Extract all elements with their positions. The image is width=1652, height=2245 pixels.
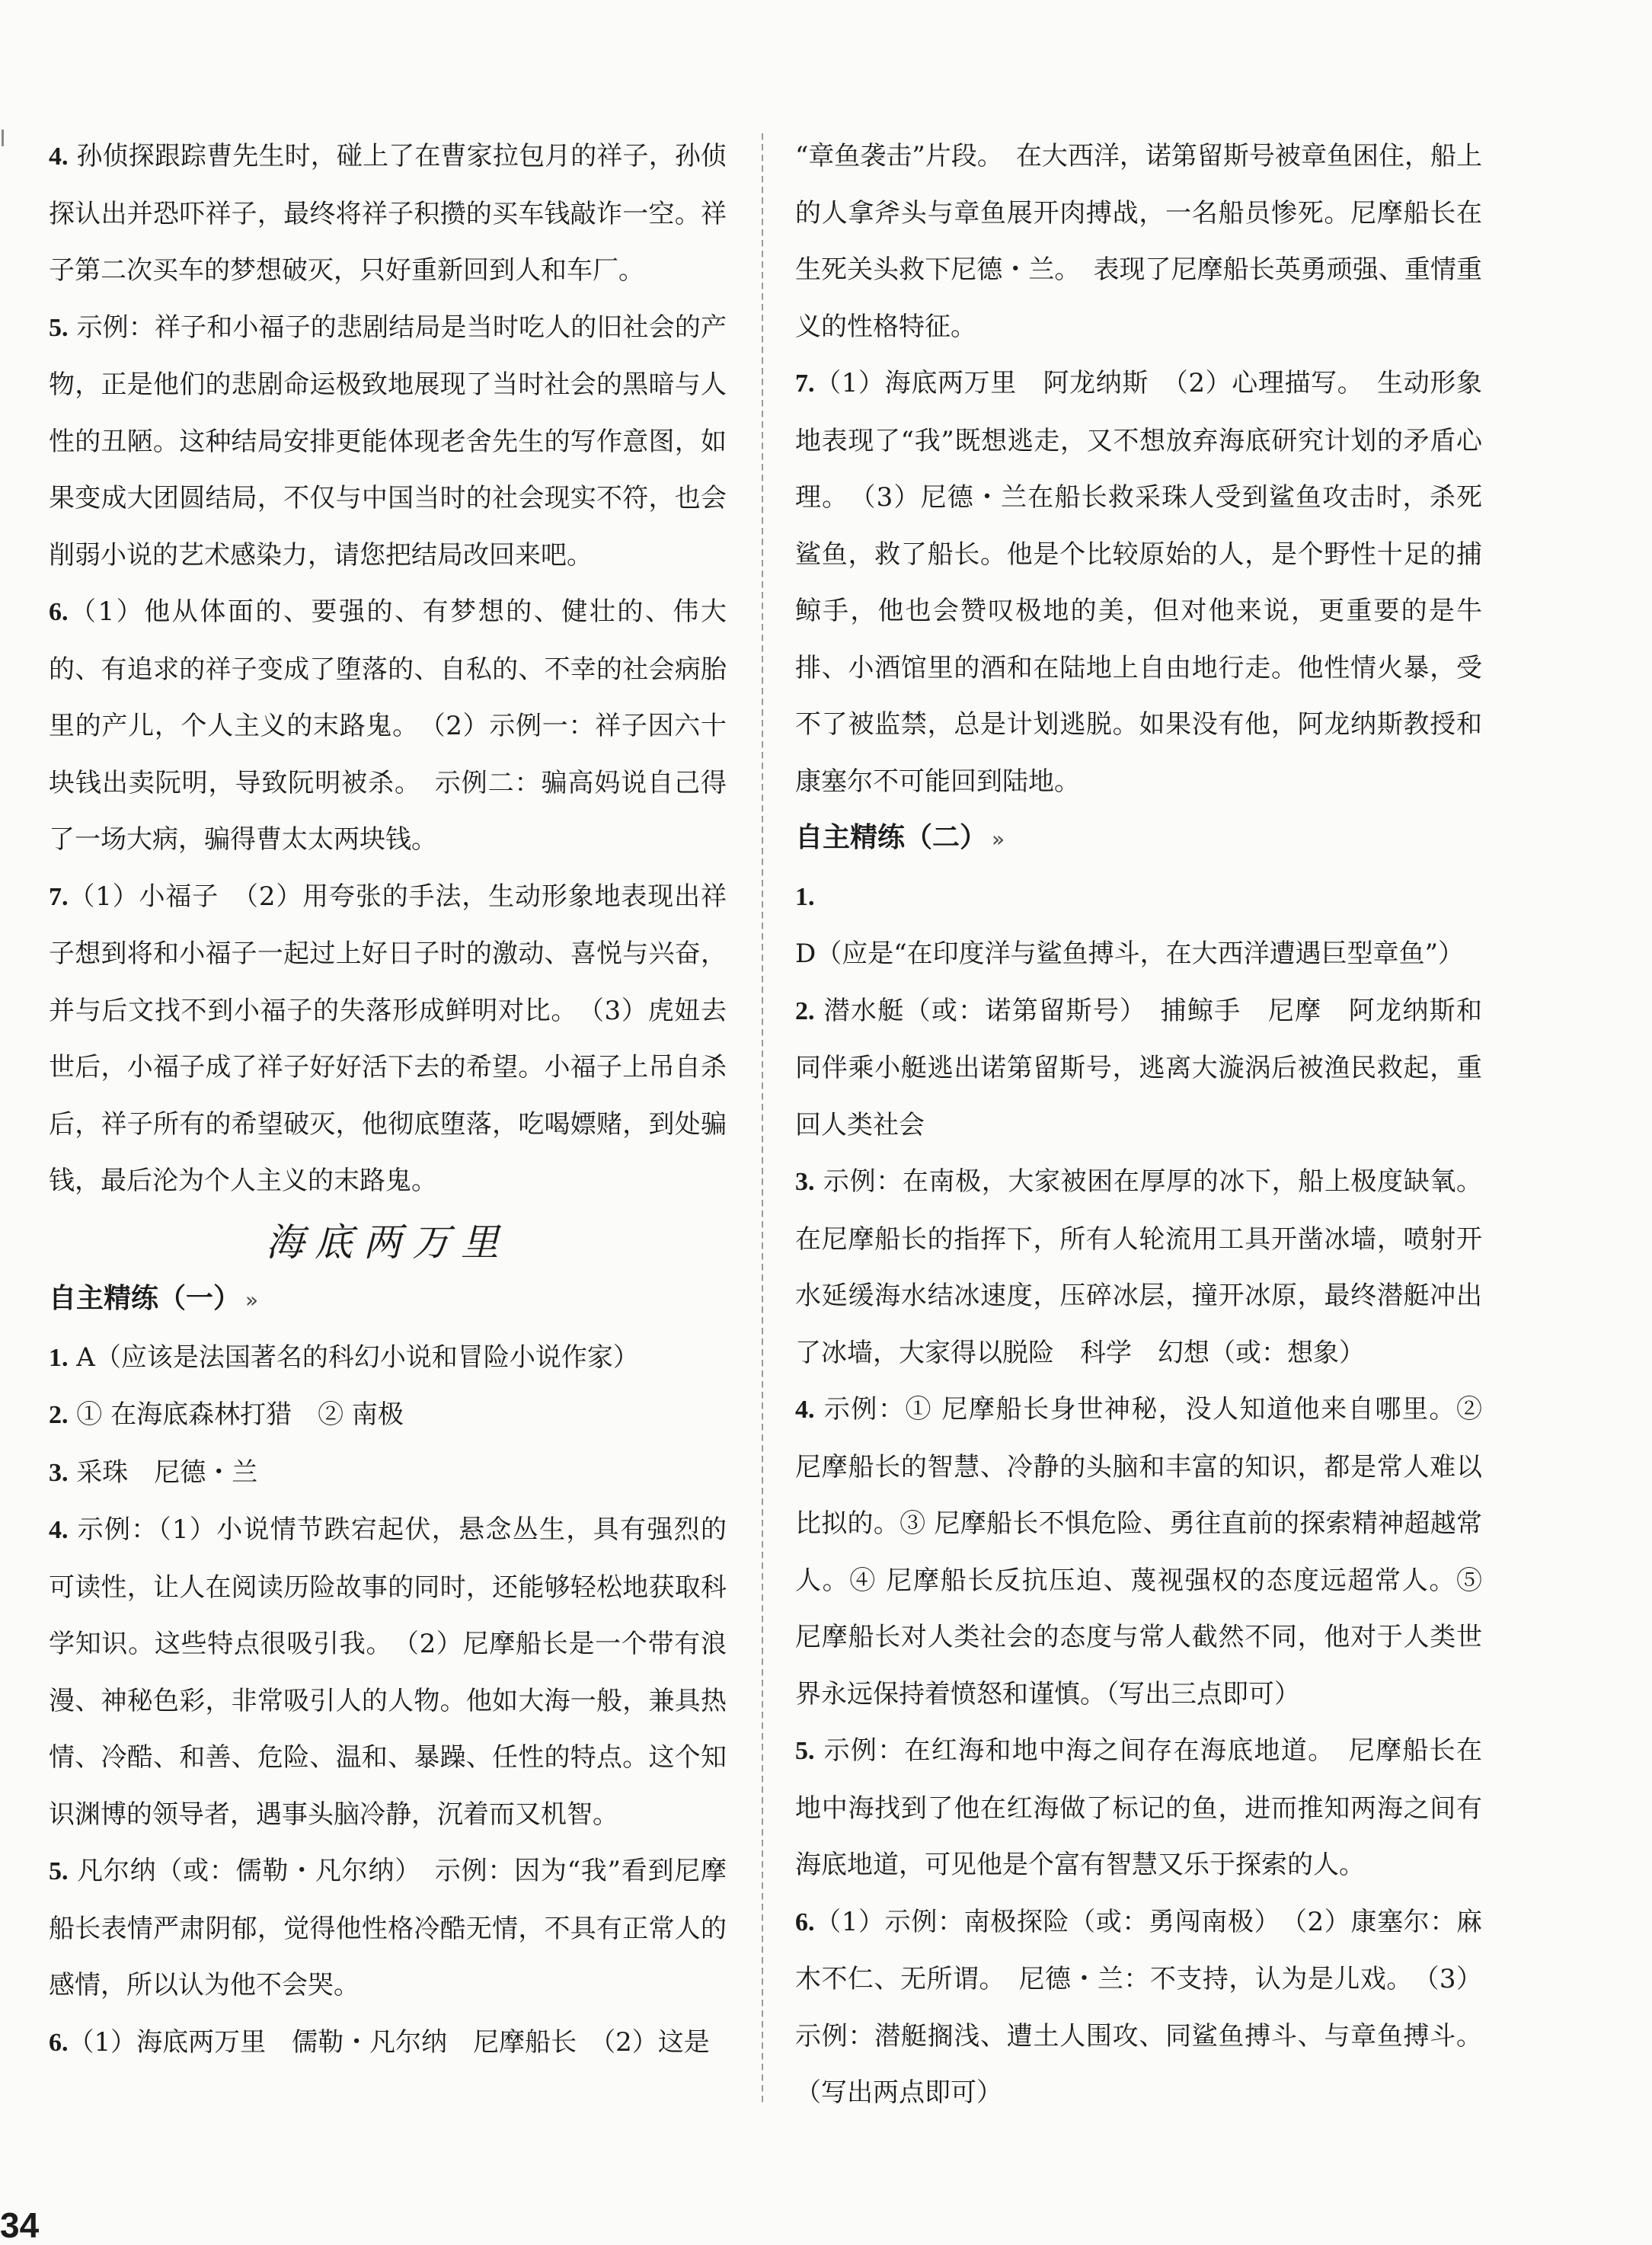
left-column bbox=[49, 128, 727, 2071]
answer-item: 6.（1）他从体面的、要强的、有梦想的、健壮的、伟大的、有追求的祥子变成了堕落的、自私的、不幸的社会病胎里的产儿，个人主义的末路鬼。 （2）示例一：祥子因六十块钱出卖阮明，导致阮明被杀。 示例二：骗高妈说自己得了一场大病，骗得曹太太两块钱。 bbox=[49, 596, 727, 855]
margin-mark bbox=[2, 130, 4, 146]
column-divider bbox=[762, 133, 763, 2106]
answer-item: 6.（1）示例：南极探险（或：勇闯南极） （2）康塞尔：麻木不仁、无所谓。 尼德・兰：不支持，认为是儿戏。 （3）示例：潜艇搁浅、遭土人围攻、同鲨鱼搏斗、与章鱼搏斗。（写出两点即可） bbox=[795, 1906, 1482, 2108]
answer-continuation: “章鱼袭击”片段。 在大西洋，诺第留斯号被章鱼困住，船上的人拿斧头与章鱼展开肉搏战，一名船员惨死。尼摩船长在生死关头救下尼德・兰。 表现了尼摩船长英勇顽强、重情重义的性格特征。 bbox=[795, 141, 1482, 342]
answer-item: 6.（1）海底两万里 儒勒・凡尔纳 尼摩船长 （2）这是 bbox=[49, 2026, 710, 2058]
answer-item: 3. 采珠 尼德・兰 bbox=[49, 1457, 258, 1488]
double-chevron-icon: » bbox=[992, 827, 1005, 852]
section-heading: 自主精练（一） » bbox=[49, 1283, 259, 1314]
answer-item: 4. 孙侦探跟踪曹先生时，碰上了在曹家拉包月的祥子，孙侦探认出并恐吓祥子，最终将祥子积攒的买车钱敲诈一空。祥子第二次买车的梦想破灭，只好重新回到人和车厂。 bbox=[49, 141, 727, 286]
answer-item: 1. D（应是“在印度洋与鲨鱼搏斗，在大西洋遭遇巨型章鱼”） bbox=[795, 882, 1465, 969]
right-column bbox=[795, 128, 1482, 2122]
answer-item: 2. ① 在海底森林打猎 ② 南极 bbox=[49, 1399, 404, 1430]
answer-item: 1. A（应该是法国著名的科幻小说和冒险小说作家） bbox=[49, 1342, 639, 1373]
answer-item: 7.（1）海底两万里 阿龙纳斯 （2）心理描写。 生动形象地表现了“我”既想逃走，又不想放弃海底研究计划的矛盾心理。 （3）尼德・兰在船长救采珠人受到鲨鱼攻击时，杀死鲨鱼，救了船长。他是个比较原始的人，是个野性十足的捕鲸手，他也会赞叹极地的美，但对他来说，更重要的是牛排、小酒馆里的酒和在陆地上自由地行走。他性情火暴，受不了被监禁，总是计划逃脱。如果没有他，阿龙纳斯教授和康塞尔不可能回到陆地。 bbox=[795, 368, 1482, 797]
answer-item: 4. 示例：① 尼摩船长身世神秘，没人知道他来自哪里。② 尼摩船长的智慧、冷静的头脑和丰富的知识，都是常人难以比拟的。③ 尼摩船长不惧危险、勇往直前的探索精神超越常人。④ 尼摩船长反抗压迫、蔑视强权的态度远超常人。⑤ 尼摩船长对人类社会的态度与常人截然不同，他对于人类世界永远保持着愤怒和谨慎。（写出三点即可） bbox=[795, 1394, 1482, 1709]
answer-item: 2. 潜水艇（或：诺第留斯号） 捕鲸手 尼摩 阿龙纳斯和同伴乘小艇逃出诺第留斯号，逃离大漩涡后被渔民救起，重回人类社会 bbox=[795, 995, 1482, 1140]
page-number: 34 bbox=[0, 2205, 40, 2245]
answer-item: 5. 示例：在红海和地中海之间存在海底地道。 尼摩船长在地中海找到了他在红海做了标记的鱼，进而推知两海之间有海底地道，可见他是个富有智慧又乐于探索的人。 bbox=[795, 1735, 1482, 1880]
double-chevron-icon: » bbox=[245, 1287, 259, 1313]
book-title: 海底两万里 bbox=[266, 1220, 510, 1265]
answer-item: 5. 凡尔纳（或：儒勒・凡尔纳） 示例：因为“我”看到尼摩船长表情严肃阴郁，觉得他性格冷酷无情，不具有正常人的感情，所以认为他不会哭。 bbox=[49, 1856, 727, 2000]
answer-item: 7.（1）小福子 （2）用夸张的手法，生动形象地表现出祥子想到将和小福子一起过上好日子时的激动、喜悦与兴奋，并与后文找不到小福子的失落形成鲜明对比。 （3）虎妞去世后，小福子成了祥子好好活下去的希望。小福子上吊自杀后，祥子所有的希望破灭，他彻底堕落，吃喝嫖赌，到处骗钱，最后沦为个人主义的末路鬼。 bbox=[49, 881, 727, 1196]
answer-item: 4. 示例：（1）小说情节跌宕起伏，悬念丛生，具有强烈的可读性，让人在阅读历险故事的同时，还能够轻松地获取科学知识。这些特点很吸引我。 （2）尼摩船长是一个带有浪漫、神秘色彩，非常吸引人的人物。他如大海一般，兼具热情、冷酷、和善、危险、温和、暴躁、任性的特点。这个知识渊博的领导者，遇事头脑冷静，沉着而又机智。 bbox=[49, 1514, 727, 1830]
answer-item: 3. 示例：在南极，大家被困在厚厚的冰下，船上极度缺氧。在尼摩船长的指挥下，所有人轮流用工具开凿冰墙，喷射开水延缓海水结冰速度，压碎冰层，撞开冰原，最终潜艇冲出了冰墙，大家得以脱险 科学 幻想（或：想象） bbox=[795, 1166, 1482, 1368]
section-heading: 自主精练（二） » bbox=[795, 822, 1005, 853]
answer-item: 5. 示例：祥子和小福子的悲剧结局是当时吃人的旧社会的产物，正是他们的悲剧命运极致地展现了当时社会的黑暗与人性的丑陋。这种结局安排更能体现老舍先生的写作意图，如果变成大团圆结局，不仅与中国当时的社会现实不符，也会削弱小说的艺术感染力，请您把结局改回来吧。 bbox=[49, 312, 727, 571]
